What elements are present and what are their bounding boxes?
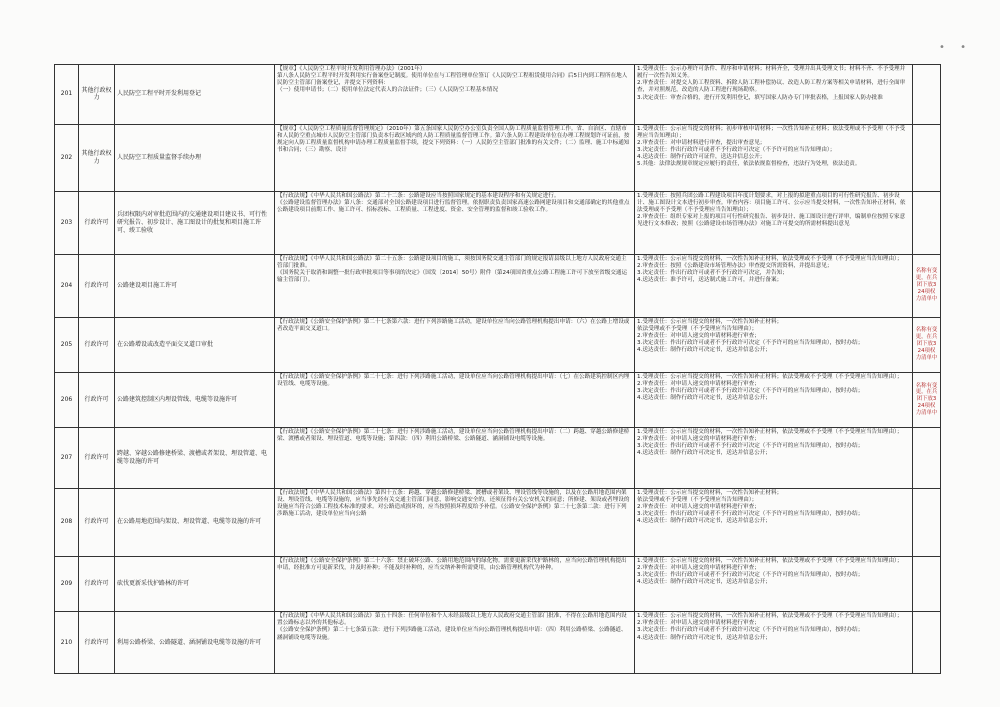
- table-row: [55, 427, 941, 488]
- responsibility-line: 2.审查责任：对申请人递交的申请材料进行审查；: [637, 380, 760, 387]
- responsibility-line: 4.送达责任：制作行政许可决定书，送达并信息公开；: [637, 450, 771, 457]
- responsibility-items: [635, 612, 913, 674]
- legal-basis: [275, 65, 635, 125]
- legal-basis: [275, 191, 635, 254]
- table-row: [55, 65, 941, 125]
- item-name: 人民防空工程质量监督手续办理: [115, 124, 275, 191]
- item-name: 利用公路桥梁、公路隧道、涵洞铺设电缆等设施的许可: [115, 612, 275, 674]
- responsibility-line: 3.决定责任：作出行政许可或者不予行政许可决定（不予许可的应当告知理由）；: [637, 147, 836, 154]
- legal-basis-line: 【行政法规】《中华人民共和国公路法》第四十五条：跨越、穿越公路修建桥梁、渡槽或者架设、埋设管线等设施的，以及在公路用地范围内架设、埋设管线、电缆等设施的，应当事先经有关交通主管部门同意，影响交通安全的，还须征得有关公安机关的同意；所修建、架设或者埋设的设施应当符合公路工程技术标准的要求。对公路造成损坏的，应当按照损坏程度给予补偿。《公路安全保护条例》第二十七条第二款：进行下列涉路施工活动，建设单位应当向公路: [277, 489, 630, 518]
- remark: [913, 427, 941, 488]
- row-number: 209: [55, 556, 79, 611]
- legal-basis-line: 【行政法规】《中华人民共和国公路法》第二十二条：公路建设应当按照国家规定的基本建设程序和有关规定进行。: [277, 192, 560, 199]
- legal-basis: [275, 556, 635, 611]
- remark: [913, 191, 941, 254]
- responsibility-line: 3.决定责任：作出行政许可或者不予行政许可决定（不予许可的应当告知理由），按时办结；: [637, 627, 864, 634]
- responsibility-line: 3.决定责任：作出行政许可或者不予行政许可决定（不予许可的应当告知理由），按时办结；: [637, 443, 864, 450]
- responsibility-line: 4.送达责任：准予许可，送达制式施工许可，并进行备案；: [637, 277, 783, 284]
- item-name: 砍伐更新采伐护路林的许可: [115, 556, 275, 611]
- responsibility-items: [635, 556, 913, 611]
- legal-basis-line: 【规章】《人民防空工程质量监督管理规定》（2010年）第五条国家人民防空办公室负责全国人防工程质量监督管理工作。省、自治区、直辖市和人民防空重点城市人民防空主管部门负责本行政区域内的人防工程质量监督管理工作。第六条人防工程建设单位在办理工程规划许可证前，按规定向人防工程质量监督机构申请办理工程质量监督手续，提交下列资料：（一）人民防空主管部门批准的有关文件；（二）监理、施工中标通知书和合同；（三）勘察、设计: [277, 125, 630, 154]
- responsibility-items: [635, 124, 913, 191]
- responsibility-line: 3.决定责任：审查合格的，进行开发利用登记，填写国家人防办专门审批表格，上报国家人防办批准: [637, 94, 883, 101]
- legal-basis-line: 《国务院关于取消和调整一批行政审批项目等事项的决定》（国发〔2014〕50号）附件（第24项国省重点公路工程施工许可下放至省级交通运输主管部门）。: [277, 270, 628, 284]
- power-type: 行政许可: [79, 254, 115, 317]
- legal-basis: [275, 372, 635, 427]
- row-number: 203: [55, 191, 79, 254]
- row-number: 210: [55, 612, 79, 674]
- responsibility-items: [635, 254, 913, 317]
- item-name: 在公路用地范围内架设、埋设管道、电缆等设施的许可: [115, 488, 275, 556]
- item-name: 公路建筑控制区内埋设管线、电缆等设施许可: [115, 372, 275, 427]
- responsibility-items: [635, 427, 913, 488]
- remark: [913, 612, 941, 674]
- responsibility-line: 2.审查责任：对申请人递交的申请材料进行审查；: [637, 503, 760, 510]
- responsibility-line: 1.受理责任：公示应当提交的材料，一次性告知补正材料；: [637, 489, 783, 496]
- power-type: 行政许可: [79, 372, 115, 427]
- responsibility-line: 1.受理责任：公示应当提交的材料，一次性告知补正材料，依法受理或不予受理（不予受理应当告知理由）；: [637, 428, 903, 435]
- item-name: 兵团权限内对审批范围内的交通建设项目建议书、可行性研究报告、初步设计、施工图设计的批复和项目施工许可、竣工验收: [115, 191, 275, 254]
- remark: [913, 124, 941, 191]
- table-row: [55, 254, 941, 317]
- responsibility-line: 1.受理责任：公示应当提交的材料，一次性告知补正材料，依法受理或不予受理（不予受理应当告知理由）；: [637, 557, 903, 564]
- row-number: 204: [55, 254, 79, 317]
- legal-basis-line: 【行政法规】《公路安全保护条例》第二十七条第六款：进行下列涉路施工活动，建设单位应当向公路管理机构提出申请：（六）在公路上增设或者改造平面交叉道口。: [277, 318, 630, 332]
- responsibility-line: 4.送达责任：制作行政许可证件，送达并信息公开；: [637, 154, 766, 161]
- responsibility-line: 依法受理或不予受理（不予受理应当告知理由）；: [637, 325, 758, 332]
- remark: [913, 488, 941, 556]
- table-row: [55, 124, 941, 191]
- item-name: 人民防空工程平时开发利用登记: [115, 65, 275, 125]
- responsibility-line: 3.决定责任：作出行政许可或者不予行政许可决定（不予许可的应当告知理由），按时办结；: [637, 511, 864, 518]
- power-type: 其他行政权力: [79, 124, 115, 191]
- responsibility-line: 1.受理责任：公示应当提交的材料，一次性告知补正材料；依法受理或不予受理（不予受理应当告知理由）；: [637, 373, 903, 380]
- table-row: [55, 317, 941, 372]
- responsibility-line: 1.受理责任：按照兵团公路工程建设项目年度计划要求，对上报的拟建重点项目的可行性研究报告、初步设计、施工图设计文本进行初步审查。审查内容：项目施工许可、公示应当提交材料，一次性告知补正材料，依法受理或不予受理（不予受理应当告知理由）；: [637, 192, 906, 214]
- legal-basis-line: 【行政法规】《中华人民共和国公路法》第二十五条：公路建设项目的施工，须按国务院交通主管部门的规定报请县级以上地方人民政府交通主管部门批准。: [277, 255, 627, 269]
- legal-basis-line: 《公路安全保护条例》第二十七条第五款：进行下列涉路施工活动，建设单位应当向公路管理机构提出申请：（四）利用公路桥梁、公路隧道、涵洞铺设电缆等设施。: [277, 627, 627, 641]
- legal-basis-line: 第八条人民防空工程平时开发利用实行备案登记制度。使用单位在与工程管理单位签订《人民防空工程租赁使用合同》后5日内到工程所在地人民防空主管部门备案登记，并提交下列资料：: [277, 73, 628, 87]
- responsibility-line: 2.审查责任：对申请人递交的申请材料进行审查；: [637, 620, 760, 627]
- power-type: 行政许可: [79, 612, 115, 674]
- power-list-table: [54, 64, 941, 674]
- power-type: 行政许可: [79, 556, 115, 611]
- item-name: 跨越、穿越公路修建桥梁、渡槽或者架设、埋设管道、电缆等设施的许可: [115, 427, 275, 488]
- item-name: 在公路增设或改造平面交叉道口审批: [115, 317, 275, 372]
- responsibility-line: 2.审查责任：对申请人递交的申请材料进行审查；: [637, 565, 760, 572]
- corner-marks: • •: [939, 42, 972, 53]
- responsibility-line: 3.决定责任：作出行政许可或者不予行政许可决定，并告知；: [637, 270, 788, 277]
- responsibility-line: 1.受理责任：公示应当提交的材料，一次性告知补正材料，依法受理或不予受理（不予受理应当告知理由）；: [637, 255, 903, 262]
- legal-basis: [275, 317, 635, 372]
- legal-basis: [275, 427, 635, 488]
- power-type: 行政许可: [79, 191, 115, 254]
- table-row: [55, 556, 941, 611]
- responsibility-line: 2.审查责任：组织专家对上报的项目可行性研究报告、初步设计、施工图设计进行评审，编制单位按照专家意见进行文本修改；按照《公路建设市场管理办法》对施工许可提交的所需材料提出意见: [637, 214, 906, 228]
- table-row: [55, 372, 941, 427]
- row-number: 202: [55, 124, 79, 191]
- table-row: [55, 488, 941, 556]
- legal-basis: [275, 612, 635, 674]
- responsibility-line: 2.审查责任：对提交人防工程资料、拆除人防工程补偿协议、改造人防工程方案等相关申请材料，进行全面审查，并对照规范，改造的人防工程进行现场勘察。: [637, 80, 906, 94]
- row-number: 205: [55, 317, 79, 372]
- legal-basis-line: 《公路建设监督管理办法》第八条：交通部对全国公路建设项目进行监督管理。依据职责负责国家高速公路网建设项目和交通部确定的其他重点公路建设项目前期工作、施工许可、招标投标、工程质量、工程进度、资金、安全管理的监督和竣工验收工作。: [277, 200, 630, 214]
- responsibility-line: 2.审查责任：按照《公路建设市场管理办法》审查提交所需资料，并提出意见；: [637, 262, 833, 269]
- table-row: [55, 612, 941, 674]
- responsibility-line: 3.决定责任：作出行政许可或者不予行政许可决定（不予许可的应当告知理由），按时办结；: [637, 340, 864, 347]
- power-type: 行政许可: [79, 427, 115, 488]
- responsibility-line: 3.决定责任：作出行政许可或者不予行政许可决定（不予许可的应当告知理由），按时办结；: [637, 572, 864, 579]
- row-number: 207: [55, 427, 79, 488]
- responsibility-line: 4.送达责任：制作行政许可决定书，送达并信息公开；: [637, 395, 771, 402]
- responsibility-line: 2.审查责任：对申请人递交的申请材料进行审查；: [637, 332, 760, 339]
- remark: 名称有变更，在兵团下放324项权力清单中: [913, 254, 941, 317]
- power-type: 行政许可: [79, 317, 115, 372]
- responsibility-line: 2.审查责任：对申请人递交的申请材料进行审查；: [637, 436, 760, 443]
- row-number: 201: [55, 65, 79, 125]
- responsibility-line: 依法受理或不予受理（不予受理应当告知理由）；: [637, 496, 758, 503]
- responsibility-items: [635, 372, 913, 427]
- power-type: 其他行政权力: [79, 65, 115, 125]
- legal-basis: [275, 124, 635, 191]
- row-number: 208: [55, 488, 79, 556]
- responsibility-line: 4.送达责任：制作行政许可决定书，送达并信息公开；: [637, 347, 771, 354]
- remark: [913, 556, 941, 611]
- responsibility-items: [635, 65, 913, 125]
- remark: 名称有变更，在兵团下放324项权力清单中: [913, 317, 941, 372]
- legal-basis-line: 【行政法规】《中华人民共和国公路法》第五十四条：任何单位和个人未经县级以上地方人民政府交通主管部门批准，不得在公路用地范围内设置公路标志以外的其他标志。: [277, 613, 627, 627]
- remark: 名称有变更，在兵团下放324项权力清单中: [913, 372, 941, 427]
- legal-basis: [275, 488, 635, 556]
- item-name: 公路建设项目施工许可: [115, 254, 275, 317]
- table-row: [55, 191, 941, 254]
- legal-basis-line: 【行政法规】《公路安全保护条例》第二十六条：禁止破坏公路、公路用地范围内的绿化物。需要更新采伐护路林的，应当向公路管理机构提出申请，经批准方可更新采伐，并及时补种；不能及时补种的，应当交纳补种所需费用，由公路管理机构代为补种。: [277, 557, 627, 572]
- row-number: 206: [55, 372, 79, 427]
- legal-basis: [275, 254, 635, 317]
- legal-basis-line: 【规章】《人民防空工程平时开发利用管理办法》（2001年）: [277, 66, 426, 72]
- responsibility-items: [635, 317, 913, 372]
- legal-basis-line: 【行政法规】《公路安全保护条例》第二十七条：进行下列涉路施工活动，建设单位应当向公路管理机构提出申请：（七）在公路建筑控制区内埋设管线、电缆等设施。: [277, 373, 630, 387]
- remark: [913, 65, 941, 125]
- legal-basis-line: （一）使用申请书；（二）使用单位法定代表人的合法证件；（三）《人民防空工程基本情况: [277, 87, 498, 94]
- responsibility-line: 4.送达责任：制作行政许可决定书，送达并信息公开；: [637, 579, 771, 586]
- responsibility-line: 4.送达责任：制作行政许可决定书，送达并信息公开；: [637, 518, 771, 525]
- responsibility-items: [635, 191, 913, 254]
- responsibility-line: 1.受理责任：公示应当提交的材料，一次性告知补正材料，依法受理或不予受理（不予受理应当告知理由）；: [637, 613, 903, 620]
- responsibility-line: 5.其他：法律法规规章规定应履行的责任，依法依规监督检查，违法行为处理，依法追责。: [637, 161, 861, 168]
- responsibility-line: 1.受理责任：公示应当提交的材料；初步审核申请材料；一次性告知补正材料；依法受理或不予受理（不予受理应当告知理由）；: [637, 125, 906, 139]
- responsibility-line: 4.送达责任：制作行政许可决定书，送达并信息公开；: [637, 634, 771, 641]
- responsibility-line: 1.受理责任：公示应当提交的材料，一次性告知补正材料；: [637, 318, 783, 325]
- responsibility-line: 3.决定责任：作出行政许可或者不予行政许可决定（不予许可的应当告知理由），按时办结；: [637, 388, 864, 395]
- legal-basis-line: 【行政法规】《公路安全保护条例》第二十七条：进行下列涉路施工活动，建设单位应当向公路管理机构提出申请：（二）跨越、穿越公路修建桥梁、渡槽或者架设、埋设管道、电缆等设施；第四款：（四）利用公路桥梁、公路隧道、涵洞铺设电缆等设施。: [277, 428, 630, 443]
- power-type: 行政许可: [79, 488, 115, 556]
- responsibility-line: 1.受理责任：公示办理许可条件、程序和申请材料；材料齐全，受理并出具受理文书；材料不齐、不予受理并履行一次性告知义务。: [637, 66, 906, 80]
- responsibility-line: 2.审查责任：对申请材料进行审查，提出审查意见；: [637, 139, 766, 146]
- responsibility-items: [635, 488, 913, 556]
